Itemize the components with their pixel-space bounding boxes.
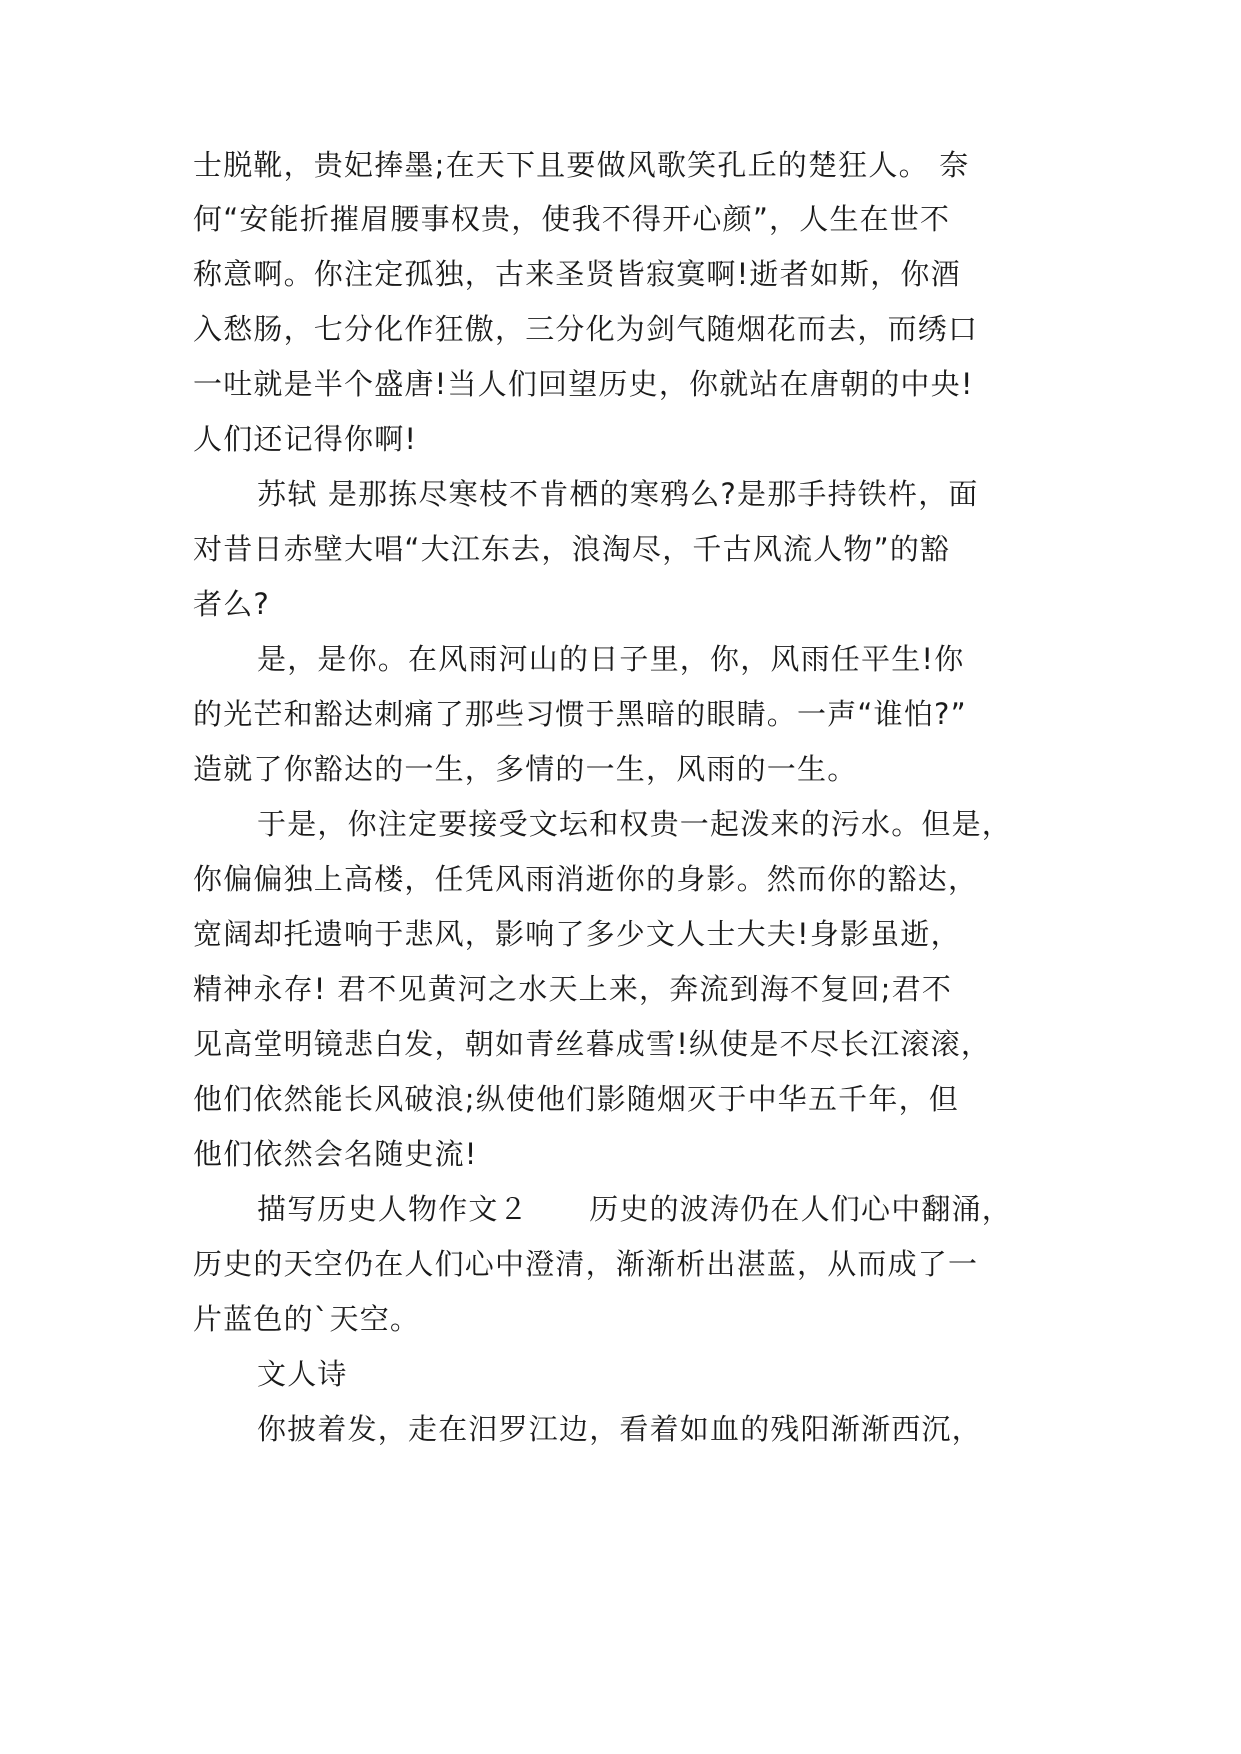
paragraph-start-line: 描写历史人物作文２ 历史的波涛仍在人们心中翻涌， [257, 1192, 1013, 1226]
paragraph-start-line: 于是，你注定要接受文坛和权贵一起泼来的污水。但是， [257, 807, 1013, 841]
text-line: 历史的天空仍在人们心中澄清，渐渐析出湛蓝，从而成了一 [193, 1247, 979, 1281]
text-line: 他们依然会名随史流! [193, 1137, 478, 1171]
text-line: 他们依然能长风破浪;纵使他们影随烟灭于中华五千年，但 [193, 1082, 959, 1116]
text-line: 入愁肠，七分化作狂傲，三分化为剑气随烟花而去，而绣口 [193, 312, 979, 346]
text-line: 宽阔却托遗响于悲风，影响了多少文人士大夫!身影虽逝， [193, 917, 961, 951]
text-line: 你偏偏独上高楼，任凭风雨消逝你的身影。然而你的豁达， [193, 862, 979, 896]
text-line: 士脱靴，贵妃捧墨;在天下且要做风歌笑孔丘的楚狂人。 奈 [193, 148, 970, 182]
text-line: 一吐就是半个盛唐!当人们回望历史，你就站在唐朝的中央! [193, 367, 974, 401]
paragraph-start-line: 你披着发，走在汨罗江边，看着如血的残阳渐渐西沉， [257, 1412, 982, 1446]
text-line: 称意啊。你注定孤独，古来圣贤皆寂寞啊!逝者如斯，你酒 [193, 257, 961, 291]
text-line: 何“安能折摧眉腰事权贵，使我不得开心颜”，人生在世不 [193, 202, 951, 236]
paragraph-start-line: 苏轼 是那拣尽寒枝不肯栖的寒鸦么?是那手持铁杵，面 [257, 477, 979, 511]
text-line: 者么? [193, 587, 270, 621]
text-line: 的光芒和豁达刺痛了那些习惯于黑暗的眼睛。一声“谁怕?” [193, 697, 967, 731]
text-line: 造就了你豁达的一生，多情的一生，风雨的一生。 [193, 752, 858, 786]
text-line: 精神永存! 君不见黄河之水天上来，奔流到海不复回;君不 [193, 972, 953, 1006]
text-line: 片蓝色的`天空。 [193, 1302, 421, 1336]
text-line: 见高堂明镜悲白发，朝如青丝暮成雪!纵使是不尽长江滚滚， [193, 1027, 992, 1061]
text-line: 对昔日赤壁大唱“大江东去，浪淘尽，千古风流人物”的豁 [193, 532, 951, 566]
section-heading: 文人诗 [257, 1357, 348, 1391]
text-line: 人们还记得你啊! [193, 422, 418, 456]
paragraph-start-line: 是，是你。在风雨河山的日子里，你，风雨任平生!你 [257, 642, 965, 676]
